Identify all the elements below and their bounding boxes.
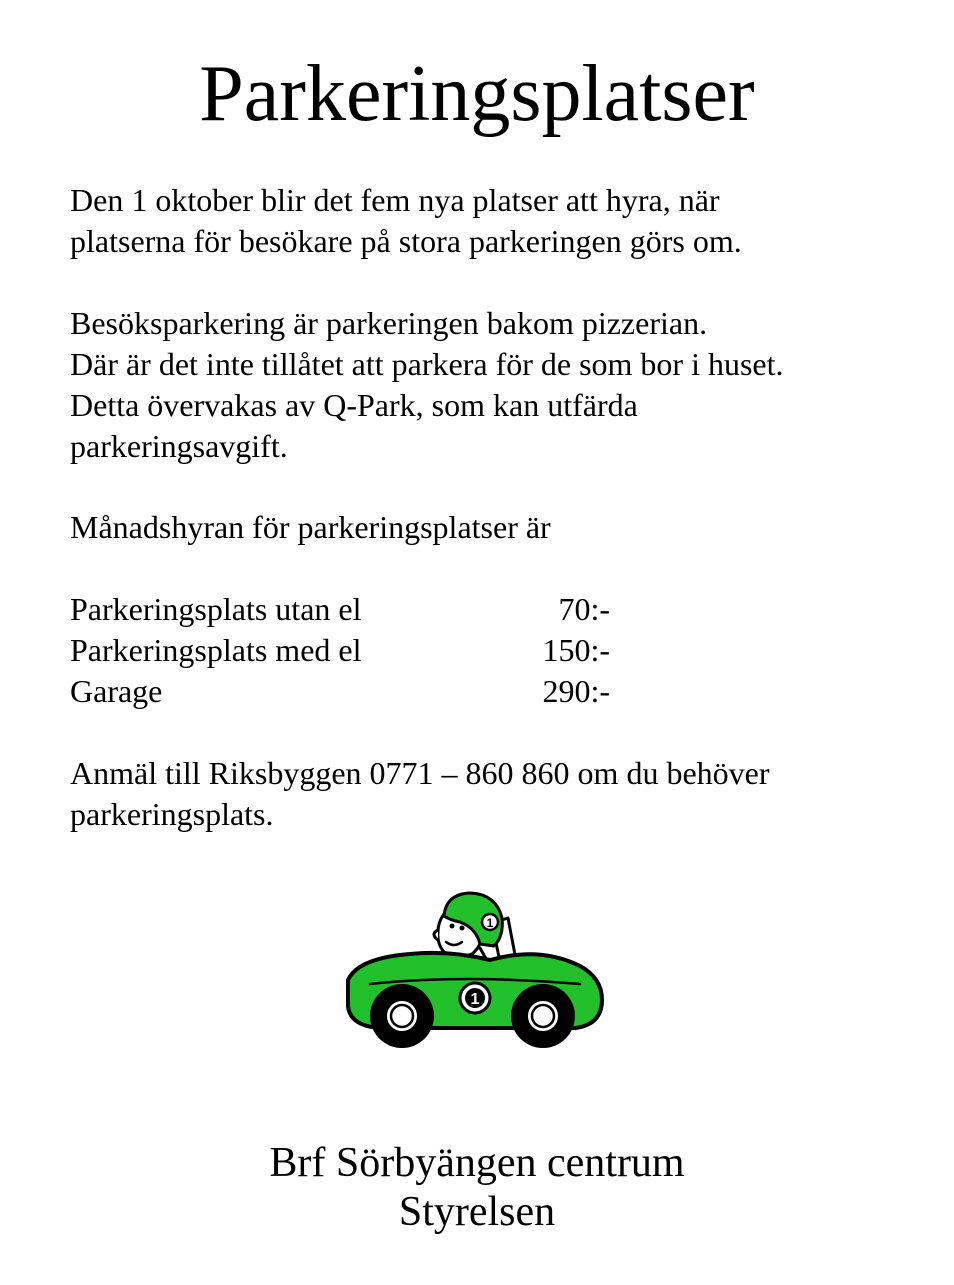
signature — [0, 1139, 954, 1237]
text-line: parkeringsplats. — [70, 796, 274, 832]
rent-intro-paragraph: Månadshyran för parkeringsplatser är — [70, 509, 551, 545]
price-table — [70, 589, 610, 712]
page-title: Parkeringsplatser — [199, 50, 755, 138]
price-value: 70:- — [558, 591, 610, 627]
price-row — [70, 589, 610, 630]
contact-paragraph — [70, 753, 770, 835]
association-name: Brf Sörbyängen centrum — [269, 1140, 685, 1186]
text-line: Där är det inte tillåtet att parkera för de som bor i huset. — [70, 346, 784, 382]
price-label: Parkeringsplats utan el — [70, 591, 362, 627]
visitor-parking-paragraph — [70, 303, 784, 467]
text-line: platserna för besökare på stora parkeringen görs om. — [70, 223, 742, 259]
price-label: Parkeringsplats med el — [70, 632, 362, 668]
text-line: Detta övervakas av Q-Park, som kan utfärda — [70, 387, 638, 423]
price-row — [70, 671, 610, 712]
price-label: Garage — [70, 673, 163, 709]
text-line: Besöksparkering är parkeringen bakom pizzerian. — [70, 305, 708, 341]
board-name: Styrelsen — [398, 1189, 556, 1235]
price-row — [70, 630, 610, 671]
svg-text:1: 1 — [470, 991, 480, 1008]
intro-paragraph — [70, 180, 742, 262]
price-value: 290:- — [542, 673, 610, 709]
svg-text:1: 1 — [486, 916, 494, 930]
text-line: Den 1 oktober blir det fem nya platser att hyra, när — [70, 182, 720, 218]
price-value: 150:- — [542, 632, 610, 668]
text-line: parkeringsavgift. — [70, 428, 288, 464]
text-line: Anmäl till Riksbyggen 0771 – 860 860 om du behöver — [70, 755, 770, 791]
race-car-icon — [340, 888, 610, 1058]
